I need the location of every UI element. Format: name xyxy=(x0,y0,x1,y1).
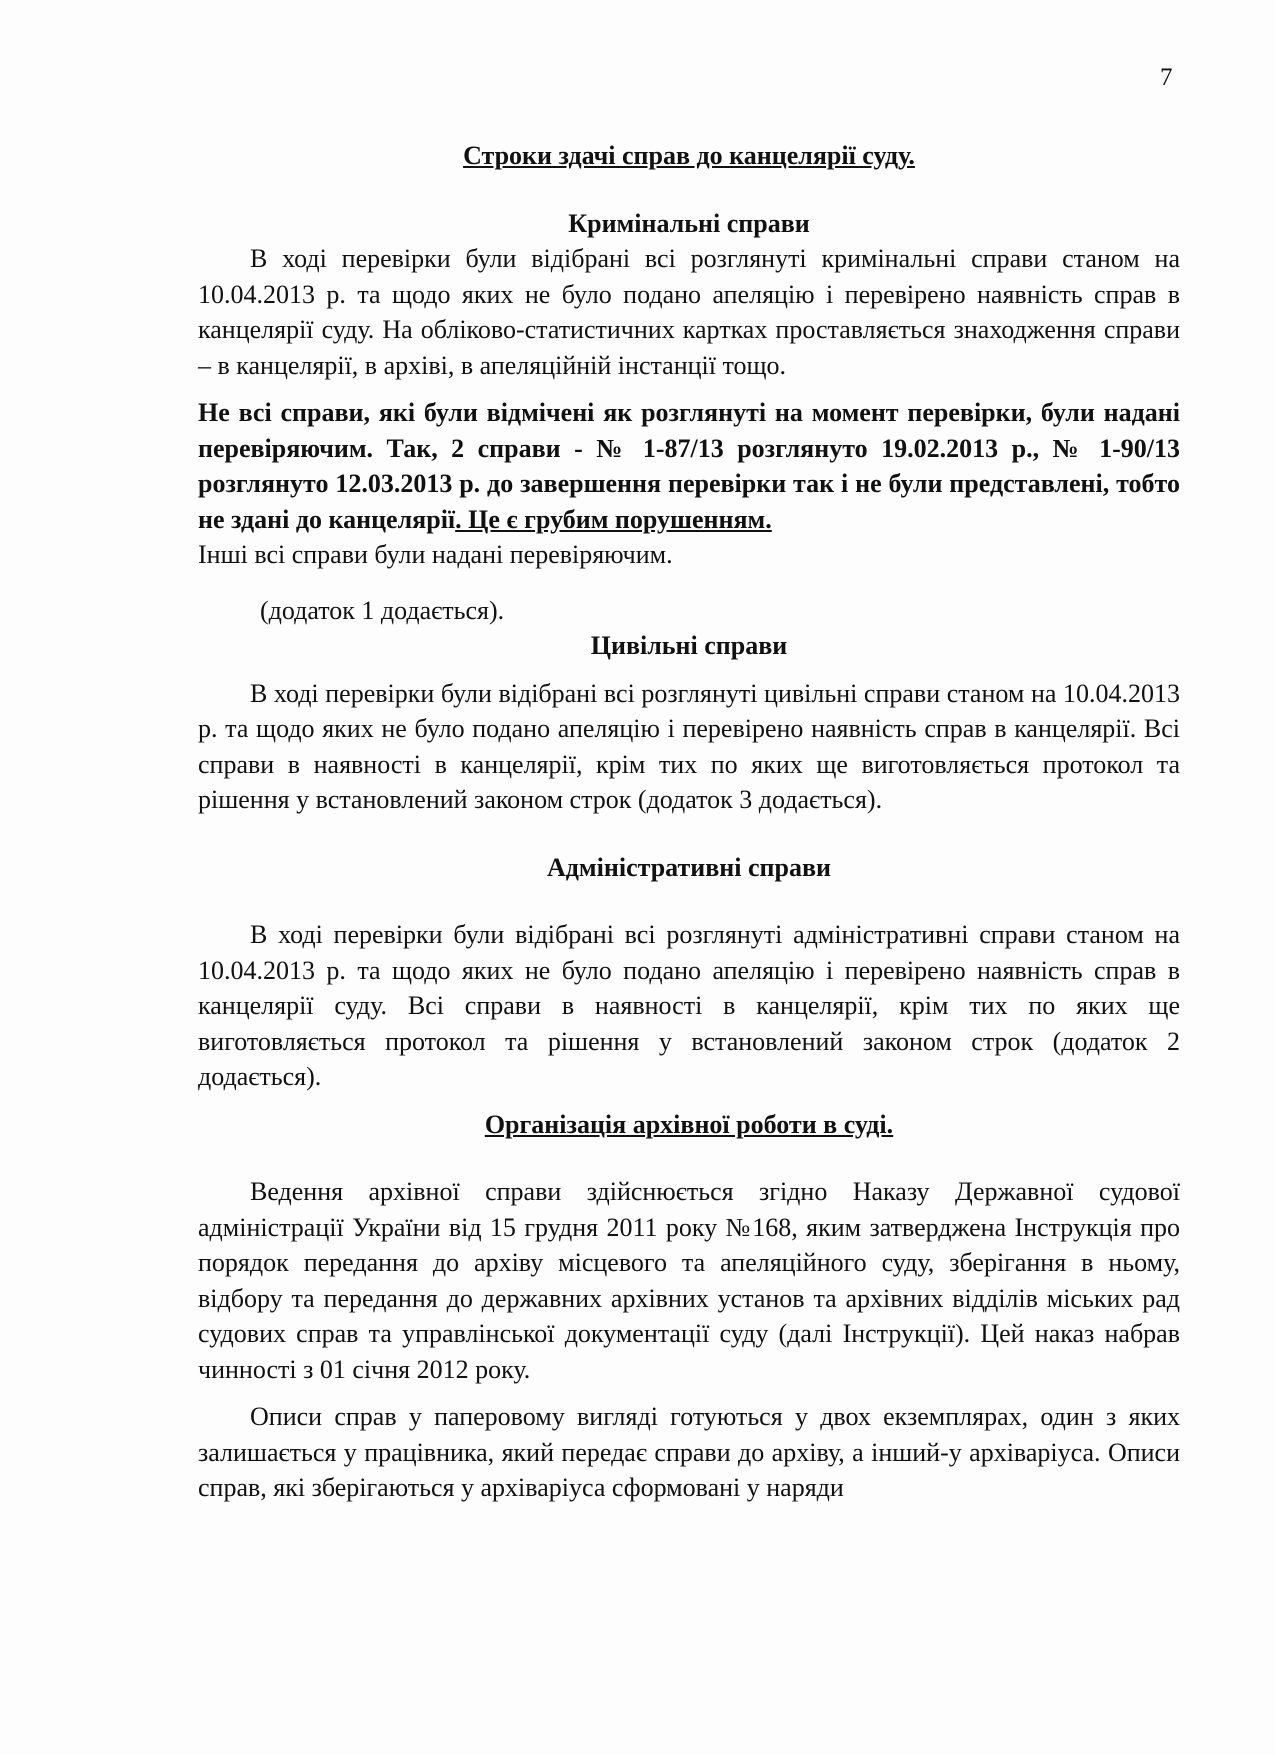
archive-paragraph-2: Описи справ у паперовому вигляді готуються у двох екземплярах, один з яких залишається у працівника, який передає справи до архіву, а інший-у архіваріуса. Описи справ, які зберігаються у архіваріуса сформовані у наряди xyxy=(198,1402,1180,1502)
criminal-violation-text: Не всі справи, які були відмічені як розглянуті на момент перевірки, були надані перевіряючим. Так, 2 справи - № 1-87/13 розглянуто 19.02.2013 р., № 1-90/13 розглянуто 12.03.2013 р. до завершення перевірки так і не були представлені, тобто не здані до канцелярії xyxy=(198,398,1180,534)
criminal-violation-underlined: . Це є грубим порушенням. xyxy=(455,504,772,534)
terms-heading: Строки здачі справ до канцелярії суду. xyxy=(463,141,915,170)
criminal-paragraph-2 xyxy=(198,395,1180,537)
criminal-paragraph-3: Інші всі справи були надані перевіряючим. xyxy=(198,540,673,569)
document-body xyxy=(198,138,1180,1506)
archive-heading: Організація архівної роботи в суді. xyxy=(484,1109,894,1139)
administrative-heading: Адміністративні справи xyxy=(547,852,831,882)
criminal-annex-note: (додаток 1 додається). xyxy=(260,595,505,625)
archive-paragraph-1: Ведення архівної справи здійснюється згідно Наказу Державної судової адміністрації України від 15 грудня 2011 року №168, яким затверджена Інструкція про порядок передання до архіву місцевого та апеляційного суду, зберігання в ньому, відбору та передання до державних архівних установ та архівних відділів міських рад судових справ та управлінської документації суду (далі Інструкції). Цей наказ набрав чинності з 01 січня 2012 року. xyxy=(198,1177,1180,1384)
civil-paragraph-1: В ході перевірки були відібрані всі розглянуті цивільні справи станом на 10.04.2013 р. та щодо яких не було подано апеляцію і перевірено наявність справ в канцелярії. Всі справи в наявності в канцелярії, крім тих по яких ще виготовляється протокол та рішення у встановлений законом строк (додаток 3 додається). xyxy=(198,678,1180,814)
criminal-paragraph-1: В ході перевірки були відібрані всі розглянуті кримінальні справи станом на 10.04.2013 р. та щодо яких не було подано апеляцію і перевірено наявність справ в канцелярії суду. На обліково-статистичних картках проставляється знаходження справи – в канцелярії, в архіві, в апеляційній інстанції тощо. xyxy=(198,244,1180,380)
criminal-heading: Кримінальні справи xyxy=(568,208,810,238)
administrative-paragraph-1: В ході перевірки були відібрані всі розглянуті адміністративні справи станом на 10.04.2013 р. та щодо яких не було подано апеляцію і перевірено наявність справ в канцелярії суду. Всі справи в наявності в канцелярії, крім тих по яких ще виготовляється протокол та рішення у встановлений законом строк (додаток 2 додається). xyxy=(198,920,1180,1091)
civil-heading: Цивільні справи xyxy=(590,631,788,660)
page-number: 7 xyxy=(1160,64,1173,91)
